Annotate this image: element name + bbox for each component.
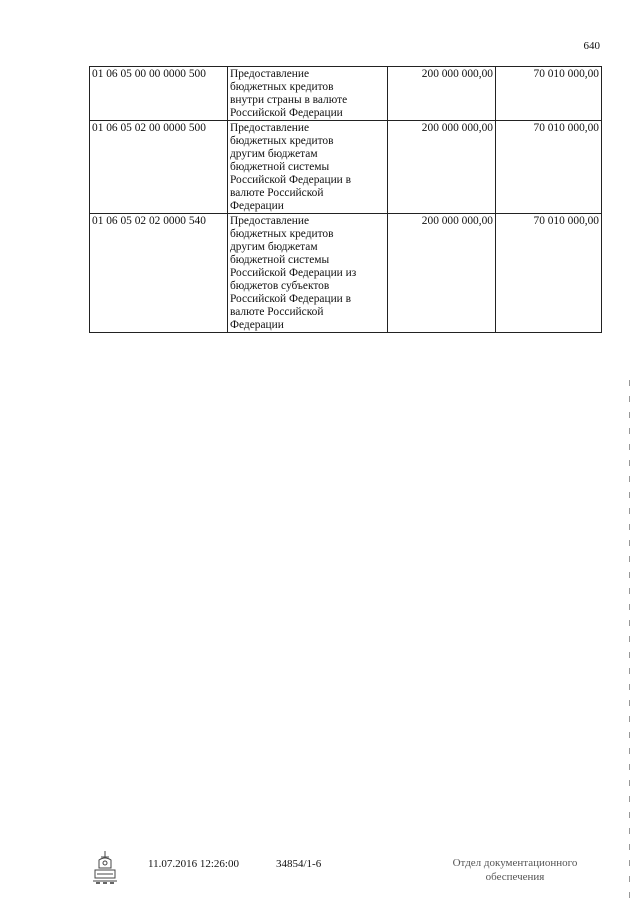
budget-code-cell: 01 06 05 00 00 0000 500 <box>90 67 228 121</box>
description-line: валюте Российской <box>230 306 324 318</box>
amount-cell-1: 200 000 000,00 <box>388 67 496 121</box>
page-number: 640 <box>583 40 600 52</box>
budget-code-cell: 01 06 05 02 02 0000 540 <box>90 214 228 333</box>
department-line-2: обеспечения <box>485 871 545 883</box>
amount-cell-2: 70 010 000,00 <box>496 214 602 333</box>
description-line: внутри страны в валюте <box>230 94 348 106</box>
description-line: валюте Российской <box>230 187 324 199</box>
department-line-1: Отдел документационного <box>452 857 578 869</box>
description-line: Российской Федерации в <box>230 293 352 305</box>
description-line: Федерации <box>230 200 284 212</box>
description-cell <box>228 121 388 214</box>
amount-cell-2: 70 010 000,00 <box>496 67 602 121</box>
description-cell <box>228 67 388 121</box>
emblem-stamp-icon <box>90 848 120 886</box>
description-line: бюджетных кредитов <box>230 81 334 93</box>
description-line: бюджетных кредитов <box>230 135 334 147</box>
description-line: Предоставление <box>230 68 310 80</box>
description-line: Российской Федерации в <box>230 174 352 186</box>
footer-department-stamp <box>440 856 590 884</box>
budget-code-cell: 01 06 05 02 00 0000 500 <box>90 121 228 214</box>
description-cell <box>228 214 388 333</box>
table-row <box>90 214 602 333</box>
footer-doc-number: 34854/1-6 <box>276 858 322 870</box>
description-line: Предоставление <box>230 122 310 134</box>
amount-cell-1: 200 000 000,00 <box>388 121 496 214</box>
description-line: бюджетных кредитов <box>230 228 334 240</box>
scan-edge-mark <box>628 380 631 900</box>
description-line: Российской Федерации <box>230 107 343 119</box>
table-row <box>90 121 602 214</box>
description-line: бюджетной системы <box>230 161 330 173</box>
table-row <box>90 67 602 121</box>
description-line: бюджетов субъектов <box>230 280 330 292</box>
amount-cell-2: 70 010 000,00 <box>496 121 602 214</box>
table-body <box>90 67 602 333</box>
description-line: Российской Федерации из <box>230 267 357 279</box>
description-line: бюджетной системы <box>230 254 330 266</box>
description-line: другим бюджетам <box>230 148 318 160</box>
amount-cell-1: 200 000 000,00 <box>388 214 496 333</box>
footer-datetime: 11.07.2016 12:26:00 <box>148 858 239 870</box>
budget-table <box>89 66 602 333</box>
description-line: Федерации <box>230 319 284 331</box>
description-line: другим бюджетам <box>230 241 318 253</box>
description-line: Предоставление <box>230 215 310 227</box>
